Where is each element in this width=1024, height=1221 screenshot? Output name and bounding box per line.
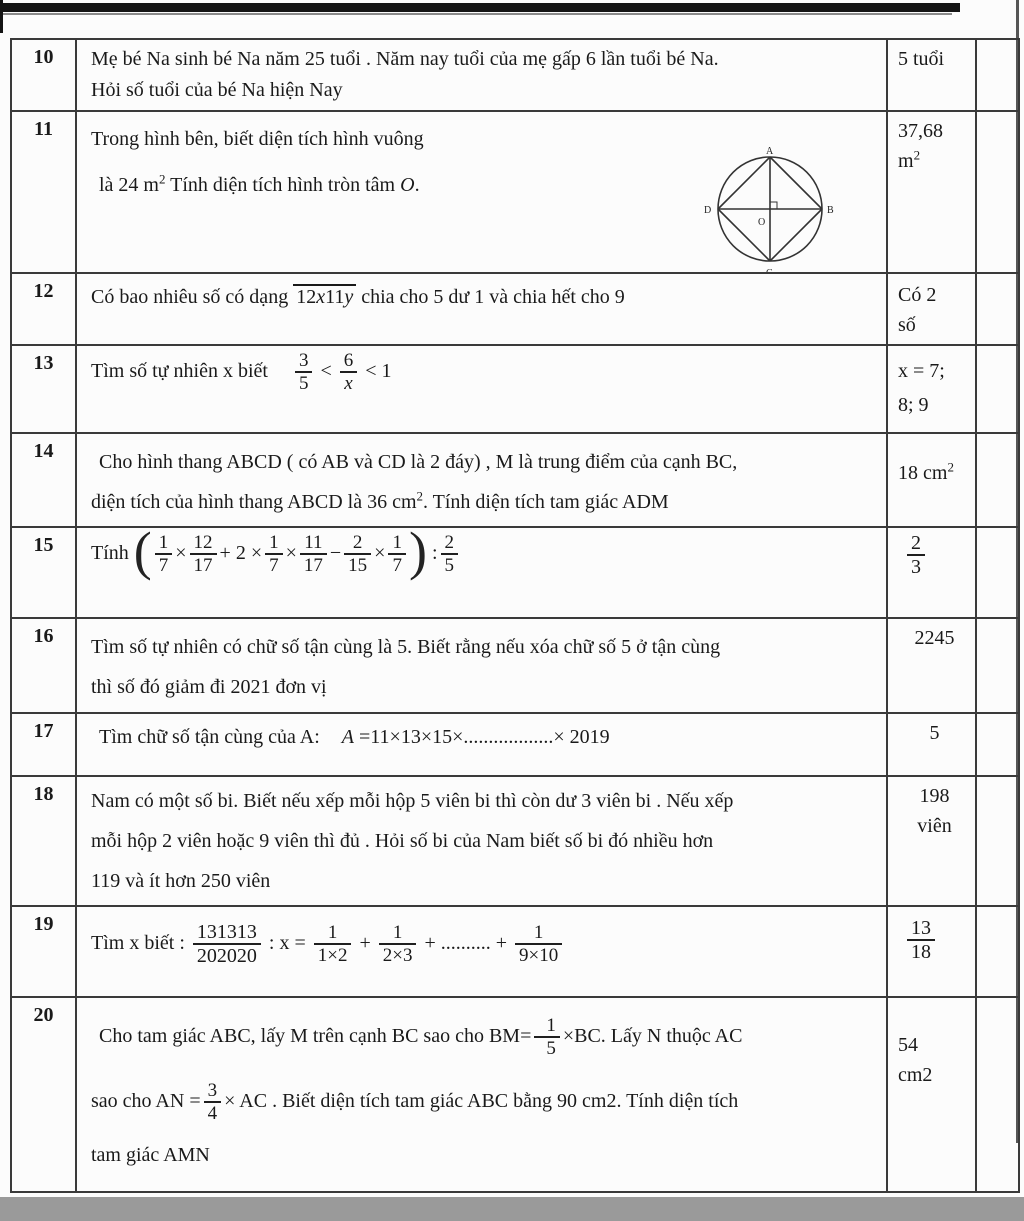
question-cell (76, 433, 887, 527)
answer-cell (887, 906, 976, 997)
table-row (11, 906, 1019, 997)
question-line: thì số đó giảm đi 2021 đơn vị (91, 676, 327, 698)
table-row (11, 433, 1019, 527)
row-number: 13 (11, 345, 76, 433)
denominator: 17 (193, 555, 213, 577)
math-operator: × (374, 541, 386, 564)
question-cell (76, 906, 887, 997)
denominator: 18 (911, 941, 931, 964)
superscript: 2 (947, 459, 954, 475)
question-cell (76, 39, 887, 111)
answer-cell (887, 39, 976, 111)
table-row (11, 997, 1019, 1192)
math-operator: − (329, 541, 342, 564)
question-text-part: ×BC. Lấy N thuộc AC (562, 1024, 743, 1047)
denominator: 202020 (196, 945, 257, 968)
top-rule-shadow (2, 13, 952, 15)
row-number: 16 (11, 618, 76, 713)
numerator: 13 (907, 917, 935, 941)
answer-cell (887, 527, 976, 618)
math-operator: : (431, 541, 438, 564)
margin-cell (976, 273, 1019, 345)
numerator: 11 (300, 532, 327, 555)
answer-cell (887, 273, 976, 345)
denominator: 15 (348, 555, 368, 577)
fraction (344, 532, 371, 577)
answer-cell (887, 433, 976, 527)
question-text-part: sao cho AN = (91, 1089, 201, 1112)
question-text-part: × AC . Biết diện tích tam giác ABC bằng 90 cm2. Tính diện tích (224, 1089, 739, 1112)
question-line: Tìm số tự nhiên có chữ số tận cùng là 5. Biết rằng nếu xóa chữ số 5 ở tận cùng (91, 636, 721, 658)
superscript: 2 (416, 488, 423, 504)
fraction (340, 350, 358, 395)
math-expression: =11×13×15×..................× 2019 (354, 726, 610, 748)
superscript: 2 (913, 147, 921, 163)
question-text-part: Có bao nhiêu số có dạng (91, 286, 294, 308)
diagram-label-a: A (766, 146, 774, 157)
superscript: 2 (159, 171, 166, 187)
left-edge-mark (0, 0, 3, 33)
answer-text (898, 146, 971, 176)
question-cell (76, 273, 887, 345)
numerator: 2 (344, 532, 371, 555)
question-text-part: . Tính diện tích tam giác ADM (423, 491, 669, 513)
digit-group: 12 (296, 286, 317, 308)
denominator: 5 (546, 1038, 556, 1060)
numerator: 2 (907, 532, 925, 556)
denominator: 2×3 (382, 945, 413, 967)
answer-text: x = 7; (898, 360, 945, 382)
question-line: Hỏi số tuổi của bé Na hiện Nay (91, 79, 343, 101)
row-number: 19 (11, 906, 76, 997)
table-row (11, 273, 1019, 345)
math-operator: < 1 (365, 359, 392, 382)
fraction (515, 922, 562, 967)
question-text-part: Tính diện tích hình tròn tâm (165, 174, 401, 196)
question-text-part: Tìm số tự nhiên x biết (91, 359, 268, 382)
diagram-label-o: O (758, 217, 766, 228)
denominator: 7 (269, 555, 279, 577)
fraction (907, 917, 935, 964)
numerator: 1 (515, 922, 562, 945)
margin-cell (976, 39, 1019, 111)
fraction (534, 1015, 560, 1060)
question-line: Mẹ bé Na sinh bé Na năm 25 tuổi . Năm nay tuổi của mẹ gấp 6 lần tuổi bé Na. (91, 48, 719, 70)
answer-text: 5 tuổi (898, 48, 945, 70)
question-cell (76, 111, 887, 279)
row-number: 18 (11, 776, 76, 906)
numerator: 1 (314, 922, 352, 945)
answer-cell (887, 997, 976, 1192)
fraction (190, 532, 217, 577)
answer-cell (887, 618, 976, 713)
question-cell (76, 776, 887, 906)
denominator: 5 (444, 555, 454, 577)
question-line: tam giác AMN (91, 1144, 210, 1167)
table-row (11, 345, 1019, 433)
answer-text: 8; 9 (898, 394, 929, 416)
answer-text: 2245 (914, 627, 955, 649)
answer-text: số (898, 314, 916, 336)
denominator: 1×2 (317, 945, 348, 967)
close-paren: ) (408, 527, 427, 582)
question-line: Cho hình thang ABCD ( có AB và CD là 2 đáy) , M là trung điểm của cạnh BC, (99, 451, 738, 473)
numerator: 1 (534, 1015, 560, 1038)
answer-cell (887, 345, 976, 433)
denominator: 7 (392, 555, 402, 577)
fraction (155, 532, 173, 577)
question-line: 119 và ít hơn 250 viên (91, 870, 271, 892)
open-paren: ( (133, 527, 152, 582)
answer-text: 5 (929, 722, 940, 744)
fraction (193, 921, 261, 968)
answer-text: viên (917, 815, 952, 837)
fraction (295, 350, 313, 395)
math-operator: < (320, 359, 332, 382)
fraction (265, 532, 283, 577)
margin-cell (976, 527, 1019, 618)
diagram-label-d: D (704, 205, 712, 216)
numerator: 3 (295, 350, 313, 373)
row-number: 12 (11, 273, 76, 345)
answer-cell (887, 776, 976, 906)
margin-cell (976, 906, 1019, 997)
denominator: x (344, 373, 353, 395)
fraction (300, 532, 327, 577)
question-text-part: Tìm chữ số tận cùng của A: (99, 726, 320, 748)
numerator: 1 (265, 532, 283, 555)
margin-cell (976, 776, 1019, 906)
question-text-part: Cho tam giác ABC, lấy M trên cạnh BC sao cho BM= (99, 1024, 532, 1047)
fraction (907, 532, 925, 579)
denominator: 9×10 (519, 945, 559, 967)
answer-text: 37,68 (898, 120, 943, 142)
answer-text: Có 2 (898, 284, 937, 306)
diagram-label-c: C (766, 268, 773, 279)
denominator: 17 (303, 555, 323, 577)
math-operator: × (175, 541, 187, 564)
digit-group: 11 (325, 286, 345, 308)
table-row (11, 111, 1019, 273)
table-row (11, 39, 1019, 111)
margin-cell (976, 111, 1019, 273)
math-symbol: O (400, 174, 415, 196)
answer-text-part: m (898, 150, 914, 172)
question-line (91, 1080, 876, 1125)
question-cell (76, 527, 887, 618)
row-number: 17 (11, 713, 76, 776)
math-operator: × (285, 541, 297, 564)
question-text-part: . (414, 174, 420, 196)
margin-cell (976, 713, 1019, 776)
margin-cell (976, 618, 1019, 713)
numerator: 6 (340, 350, 358, 373)
row-number: 15 (11, 527, 76, 618)
table-row (11, 776, 1019, 906)
answer-cell (887, 111, 976, 273)
margin-cell (976, 345, 1019, 433)
question-line: Trong hình bên, biết diện tích hình vuông (91, 128, 424, 150)
fraction (204, 1080, 222, 1125)
answer-cell (887, 713, 976, 776)
denominator: 3 (911, 556, 921, 579)
question-line (91, 482, 876, 522)
question-cell (76, 713, 887, 776)
question-cell (76, 618, 887, 713)
numerator: 1 (388, 532, 406, 555)
question-line (91, 1015, 876, 1060)
answer-text-part: 18 cm (898, 462, 948, 484)
answer-text: 198 (919, 785, 950, 807)
fraction (379, 922, 417, 967)
math-operator: : x = (268, 931, 306, 954)
row-number: 11 (11, 111, 76, 273)
math-symbol: A (341, 726, 355, 748)
denominator: 4 (207, 1102, 218, 1124)
table-row (11, 527, 1019, 618)
numerator: 1 (379, 922, 417, 945)
top-rule (2, 3, 960, 12)
numerator: 12 (190, 532, 217, 555)
question-text-part: chia cho 5 dư 1 và chia hết cho 9 (356, 286, 625, 308)
row-number: 14 (11, 433, 76, 527)
question-text-part: là 24 m (99, 174, 159, 196)
row-number: 10 (11, 39, 76, 111)
footer-bar (0, 1197, 1024, 1221)
numerator: 1 (155, 532, 173, 555)
margin-cell (976, 997, 1019, 1192)
question-line: mỗi hộp 2 viên hoặc 9 viên thì đủ . Hỏi số bi của Nam biết số bi đó nhiều hơn (91, 830, 714, 852)
question-text-part: Tính (91, 541, 129, 564)
fraction (441, 532, 459, 577)
question-cell (76, 345, 887, 433)
diagram-label-b: B (827, 205, 834, 216)
row-number: 20 (11, 997, 76, 1192)
margin-cell (976, 433, 1019, 527)
circle-square-diagram (695, 144, 845, 279)
question-text-part: diện tích của hình thang ABCD là 36 cm (91, 491, 417, 513)
math-operator: + 2 × (219, 541, 263, 564)
answer-text: cm2 (898, 1064, 933, 1086)
numerator: 131313 (193, 921, 261, 945)
numerator: 3 (204, 1080, 222, 1103)
variable: y (344, 286, 354, 308)
worksheet-table (10, 38, 1020, 1193)
numerator: 2 (441, 532, 459, 555)
math-operator: + (359, 931, 371, 954)
denominator: 5 (298, 373, 309, 395)
question-text-part: Tìm x biết : (91, 931, 185, 954)
question-cell (76, 997, 887, 1192)
math-operator: + .......... + (424, 931, 508, 954)
question-line: Nam có một số bi. Biết nếu xếp mỗi hộp 5 viên bi thì còn dư 3 viên bi . Nếu xếp (91, 790, 734, 812)
fraction (314, 922, 352, 967)
variable: x (316, 286, 326, 308)
table-row (11, 618, 1019, 713)
overlined-number (293, 284, 356, 309)
fraction (388, 532, 406, 577)
answer-text: 54 (898, 1034, 918, 1056)
table-row (11, 713, 1019, 776)
denominator: 7 (158, 555, 169, 577)
